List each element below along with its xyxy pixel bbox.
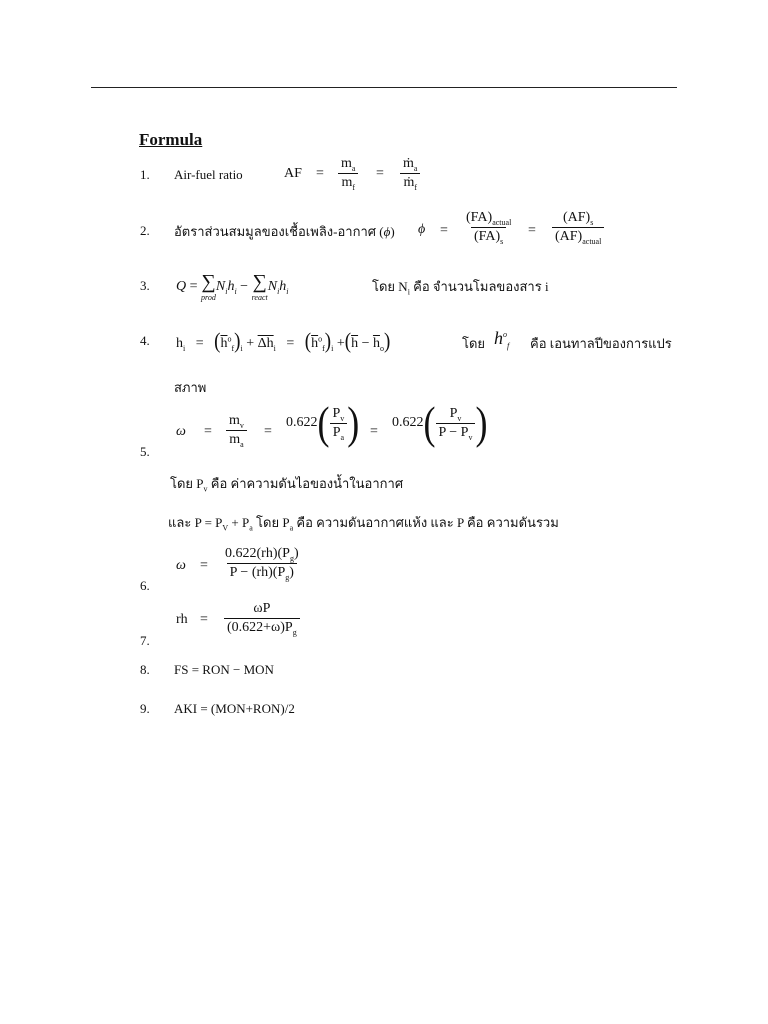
formula-2-label: อัตราส่วนสมมูลของเชื้อเพลิง-อากาศ (ϕ) [174, 224, 395, 239]
formula-5-fraction-mass: $\frac{m_v}{m_a}$ [226, 413, 247, 448]
item-number-7: 7. [140, 633, 150, 648]
item-number-2: 2. [140, 223, 150, 238]
formula-2-fraction-af: $\frac{(AF)_s}{(AF)_{actual}}$ [552, 210, 604, 245]
formula-5-term-pressure-ratio: 0.622( $\frac{P_v}{P_a}$ ) [286, 398, 360, 448]
formula-5-equals-3: = [370, 424, 378, 439]
item-number-6: 6. [140, 578, 150, 593]
formula-2-fraction-fa: $\frac{(FA)_{actual}}{(FA)_s}$ [466, 210, 512, 246]
formula-6-equals: = [200, 558, 208, 573]
formula-1-lhs: AF [284, 166, 302, 181]
formula-5-equals-2: = [264, 424, 272, 439]
formula-4-note-text: คือ เอนทาลปีของการแปร [530, 336, 672, 351]
formula-3-equation: Q = ∑ prod $N_ih_i$ − ∑ react $N_ih_i$ [176, 271, 289, 302]
formula-6-lhs: ω [176, 558, 186, 573]
formula-9-equation: AKI = (MON+RON)/2 [174, 701, 295, 716]
formula-1-equals-2: = [376, 166, 384, 181]
formula-7-lhs: rh [176, 612, 188, 627]
formula-8-equation: FS = RON − MON [174, 662, 274, 677]
item-number-4: 4. [140, 333, 150, 348]
formula-5-note-2: และ $P = P_V + P_a$ โดย $P_a$ คือ ความดันอากาศแห้ง และ P คือ ความดันรวม [168, 515, 559, 533]
formula-5-term-total-pressure: 0.622( $\frac{P_v}{P - P_v}$ ) [392, 398, 488, 448]
formula-1-label: Air-fuel ratio [174, 167, 243, 182]
formula-4-note-symbol: $h^o_f$ [494, 328, 510, 351]
formula-1-equals: = [316, 166, 324, 181]
formula-1-fraction-mass: $\frac{m_a}{m_f}$ [338, 156, 358, 191]
formula-4-note-by: โดย [462, 336, 486, 351]
formula-7-equals: = [200, 612, 208, 627]
item-number-1: 1. [140, 167, 150, 182]
formula-4-equation: $h_i$ = $(\overline{h}^o_f)_i + \overline{\Delta h}_i$ = $(\overline{h}^o_f)_i +(\overline{h} - \overline{h}_o)$ [176, 329, 391, 354]
item-number-8: 8. [140, 662, 150, 677]
item-number-9: 9. [140, 701, 150, 716]
formula-5-equals: = [204, 424, 212, 439]
formula-2-equals: = [440, 223, 448, 238]
item-number-5: 5. [140, 444, 150, 459]
formula-6-fraction: $\frac{0.622(rh)(P_g)}{P - (rh)(P_g)}$ [225, 546, 299, 582]
formula-2-lhs: ϕ [418, 222, 426, 237]
page-title: Formula [139, 130, 203, 149]
item-number-3: 3. [140, 278, 150, 293]
formula-7-fraction: $\frac{\omega P}{(0.622+\omega)P_g}$ [224, 601, 300, 636]
formula-2-equals-2: = [528, 223, 536, 238]
formula-3-note: โดย $N_i$ คือ จำนวนโมลของสาร i [372, 279, 549, 297]
formula-4-note-continued: สภาพ [174, 380, 207, 395]
formula-5-lhs: ω [176, 424, 186, 439]
top-rule [91, 87, 677, 88]
formula-1-fraction-massflow: $\frac{ṁ_a}{ṁ_f}$ [400, 156, 420, 191]
formula-5-note-1: โดย $P_v$ คือ ค่าความดันไอของน้ำในอากาศ [170, 476, 404, 494]
